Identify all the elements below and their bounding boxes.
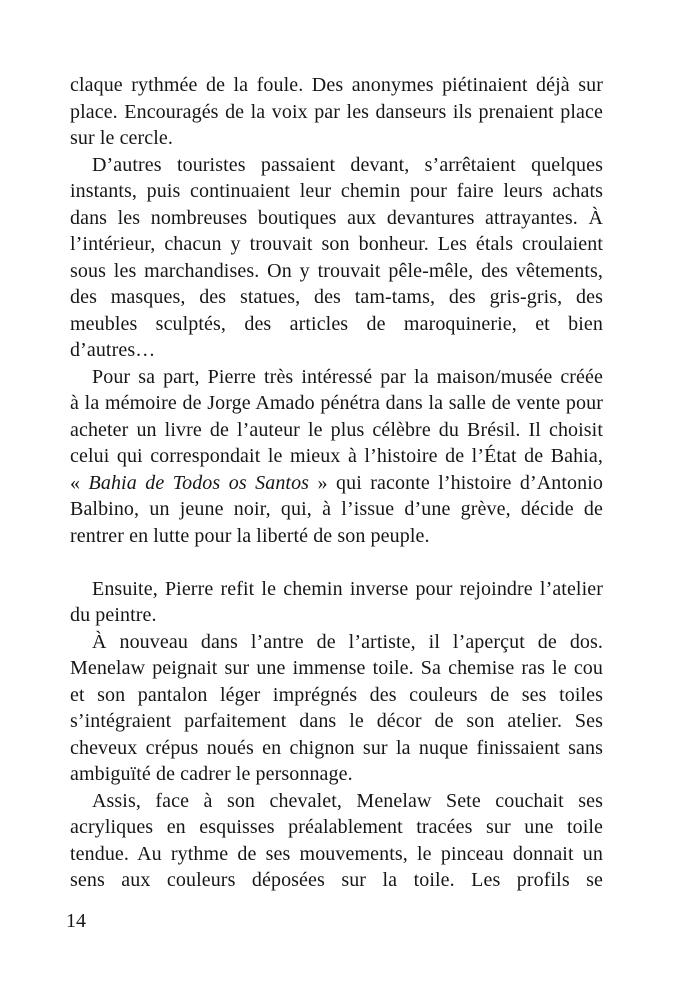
text-segment: À nouveau dans l’antre de l’artiste, il l’aperçut de dos. [92, 630, 603, 653]
text-line [70, 735, 603, 762]
text-segment: claque rythmée de la foule. Des anonymes piétinaient déjà sur [70, 74, 603, 96]
text-line [70, 72, 603, 99]
paragraph [70, 576, 603, 629]
text-segment: acryliques en esquisses préalablement tracées sur une toile [70, 816, 603, 838]
text-line [70, 390, 603, 417]
text-line [70, 629, 603, 656]
text-line [70, 708, 603, 735]
paragraph [70, 72, 603, 152]
text-line [70, 761, 603, 788]
text-segment: des masques, des statues, des tam-tams, des gris-gris, des [70, 286, 603, 308]
text-line [70, 284, 603, 311]
text-line [70, 337, 603, 364]
book-title-italic: Bahia de Todos os Santos [88, 471, 310, 494]
text-line [70, 788, 603, 815]
text-segment: à la mémoire de Jorge Amado pénétra dans la salle de vente pour [70, 392, 603, 414]
text-segment: sous les marchandises. On y trouvait pêle-mêle, des vêtements, [70, 259, 603, 282]
text-segment: sur le cercle. [70, 127, 174, 149]
text-segment: D’autres touristes passaient devant, s’arrêtaient quelques [92, 153, 603, 176]
text-line [70, 99, 603, 126]
text-segment: meubles sculptés, des articles de maroquinerie, et bien [70, 312, 603, 335]
paragraph [70, 364, 603, 550]
text-segment: acheter un livre de l’auteur le plus célèbre du Brésil. Il choisit [70, 418, 603, 441]
text-segment: place. Encouragés de la voix par les danseurs ils prenaient place [70, 100, 603, 123]
text-segment: Pour sa part, Pierre très intéressé par la maison/musée créée [92, 365, 603, 388]
text-line [70, 417, 603, 444]
text-segment: du peintre. [70, 604, 157, 626]
page-number: 14 [66, 910, 86, 932]
paragraph [70, 629, 603, 788]
text-segment: Assis, face à son chevalet, Menelaw Sete couchait ses [92, 789, 603, 812]
text-line [70, 602, 603, 629]
text-line [70, 814, 603, 841]
text-line [70, 311, 603, 338]
text-line [70, 443, 603, 470]
paragraph [70, 788, 603, 894]
text-segment: sens aux couleurs déposées sur la toile. Les profils se [70, 869, 603, 891]
paragraph [70, 152, 603, 364]
text-segment: tendue. Au rythme de ses mouvements, le pinceau donnait un [70, 842, 603, 865]
text-line [70, 655, 603, 682]
text-segment: cheveux crépus noués en chignon sur la nuque finissaient sans [70, 736, 603, 759]
text-segment: d’autres… [70, 339, 156, 361]
text-segment: Menelaw peignait sur une immense toile. Sa chemise ras le cou [70, 657, 603, 679]
text-segment: rentrer en lutte pour la liberté de son peuple. [70, 524, 430, 547]
text-line [70, 867, 603, 894]
text-line [70, 178, 603, 205]
text-line [70, 576, 603, 603]
text-line [70, 205, 603, 232]
text-segment: celui qui correspondait le mieux à l’histoire de l’État de Bahia, [70, 445, 603, 467]
text-segment: » qui raconte l’histoire d’Antonio [309, 471, 603, 494]
text-line [70, 523, 603, 550]
text-line [70, 258, 603, 285]
text-line [70, 231, 603, 258]
text-segment: ambiguïté de cadrer le personnage. [70, 763, 353, 785]
text-segment: Ensuite, Pierre refit le chemin inverse pour rejoindre l’atelier [92, 577, 603, 600]
text-line [70, 125, 603, 152]
text-segment: Balbino, un jeune noir, qui, à l’issue d’une grève, décide de [70, 498, 603, 520]
text-line [70, 496, 603, 523]
text-line [70, 364, 603, 391]
text-segment: dans les nombreuses boutiques aux devantures attrayantes. À [70, 206, 603, 229]
text-line [70, 841, 603, 868]
text-segment: s’intégraient parfaitement dans le décor de son atelier. Ses [70, 710, 603, 732]
text-segment: instants, puis continuaient leur chemin pour faire leurs achats [70, 180, 603, 202]
text-segment: l’intérieur, chacun y trouvait son bonheur. Les étals croulaient [70, 233, 603, 255]
text-line [70, 470, 603, 497]
text-segment: et son pantalon léger imprégnés des couleurs de ses toiles [70, 683, 603, 706]
text-line [70, 682, 603, 709]
page-text [70, 72, 603, 894]
text-segment: « [70, 471, 89, 494]
text-line [70, 152, 603, 179]
